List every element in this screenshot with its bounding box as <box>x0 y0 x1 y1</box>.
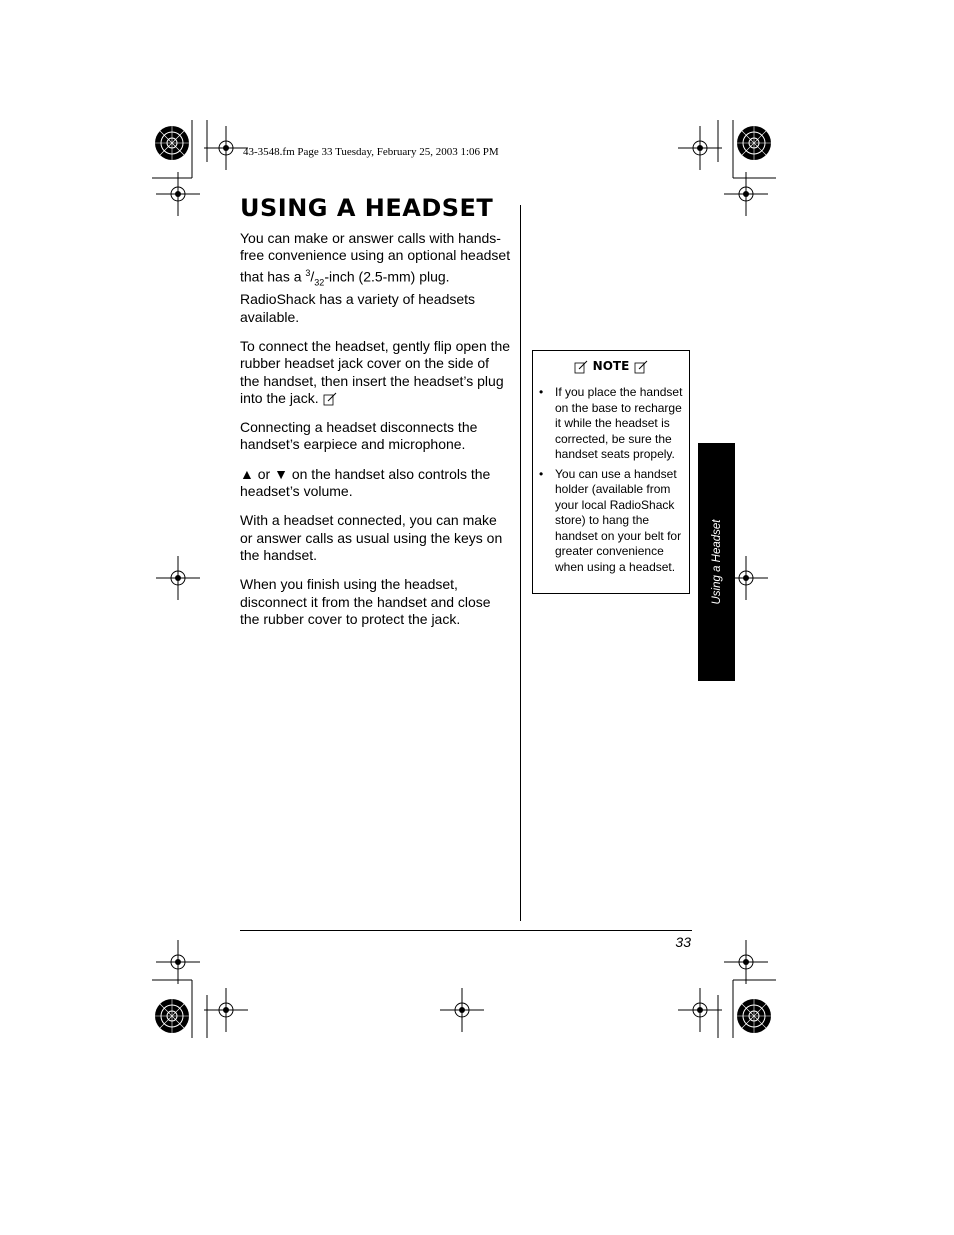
note-list <box>537 385 687 579</box>
section-side-tab <box>698 443 735 681</box>
paragraph-connect <box>240 338 512 407</box>
column-divider <box>520 205 521 921</box>
list-item <box>537 467 687 576</box>
down-triangle-icon: ▼ <box>274 465 288 482</box>
intro-text-a: You can make or answer calls with hands-free convenience using an optional headset that has a <box>240 230 511 285</box>
fraction-denominator: 32 <box>314 277 325 288</box>
print-slug-line: 43-3548.fm Page 33 Tuesday, February 25, 2003 1:06 PM <box>243 146 499 158</box>
volume-text: on the handset also controls the headset’s volume. <box>240 465 491 500</box>
bullet-icon: • <box>539 466 544 481</box>
note-item-text: If you place the handset on the base to recharge it while the headset is corrected, be sure the handset seats propely. <box>555 385 683 461</box>
pencil-note-icon <box>634 360 648 374</box>
pencil-note-icon <box>323 392 337 406</box>
note-box <box>532 350 690 594</box>
note-item-text: You can use a handset holder (available from your local RadioShack store) to hang the handset on your belt for greater convenience when using a headset. <box>555 466 682 574</box>
footer-rule <box>240 930 692 931</box>
bullet-icon: • <box>539 385 544 399</box>
paragraph-volume <box>240 466 512 501</box>
paragraph-usage: With a headset connected, you can make or answer calls as usual using the keys on the handset. <box>240 512 503 563</box>
side-tab-label: Using a Headset <box>710 519 723 605</box>
paragraph-disconnect: Connecting a headset disconnects the handset’s earpiece and microphone. <box>240 419 478 453</box>
main-text-column <box>240 230 512 640</box>
paragraph-finish: When you finish using the headset, disconnect it from the handset and close the rubber cover to protect the jack. <box>240 576 491 627</box>
intro-text-b: -inch (2.5-mm) plug. RadioShack has a variety of headsets available. <box>240 268 476 325</box>
note-heading-text: NOTE <box>592 359 630 373</box>
page-number: 33 <box>675 934 691 950</box>
fraction-numerator: 3 <box>305 267 311 278</box>
or-text: or <box>257 465 271 482</box>
pencil-note-icon <box>574 360 588 374</box>
paragraph-intro: You can make or answer calls with hands-free convenience using an optional headset that has a $^3/_{32}$-inch (2.5-mm) plug. RadioShack has a variety of headsets available. <box>240 230 511 325</box>
up-triangle-icon: ▲ <box>240 465 254 482</box>
connect-text: To connect the headset, gently flip open the rubber headset jack cover on the side of the handset, then insert the headset’s plug into the jack. <box>240 337 511 406</box>
note-heading <box>533 359 689 374</box>
list-item <box>537 385 687 463</box>
page-title: USING A HEADSET <box>240 194 494 222</box>
